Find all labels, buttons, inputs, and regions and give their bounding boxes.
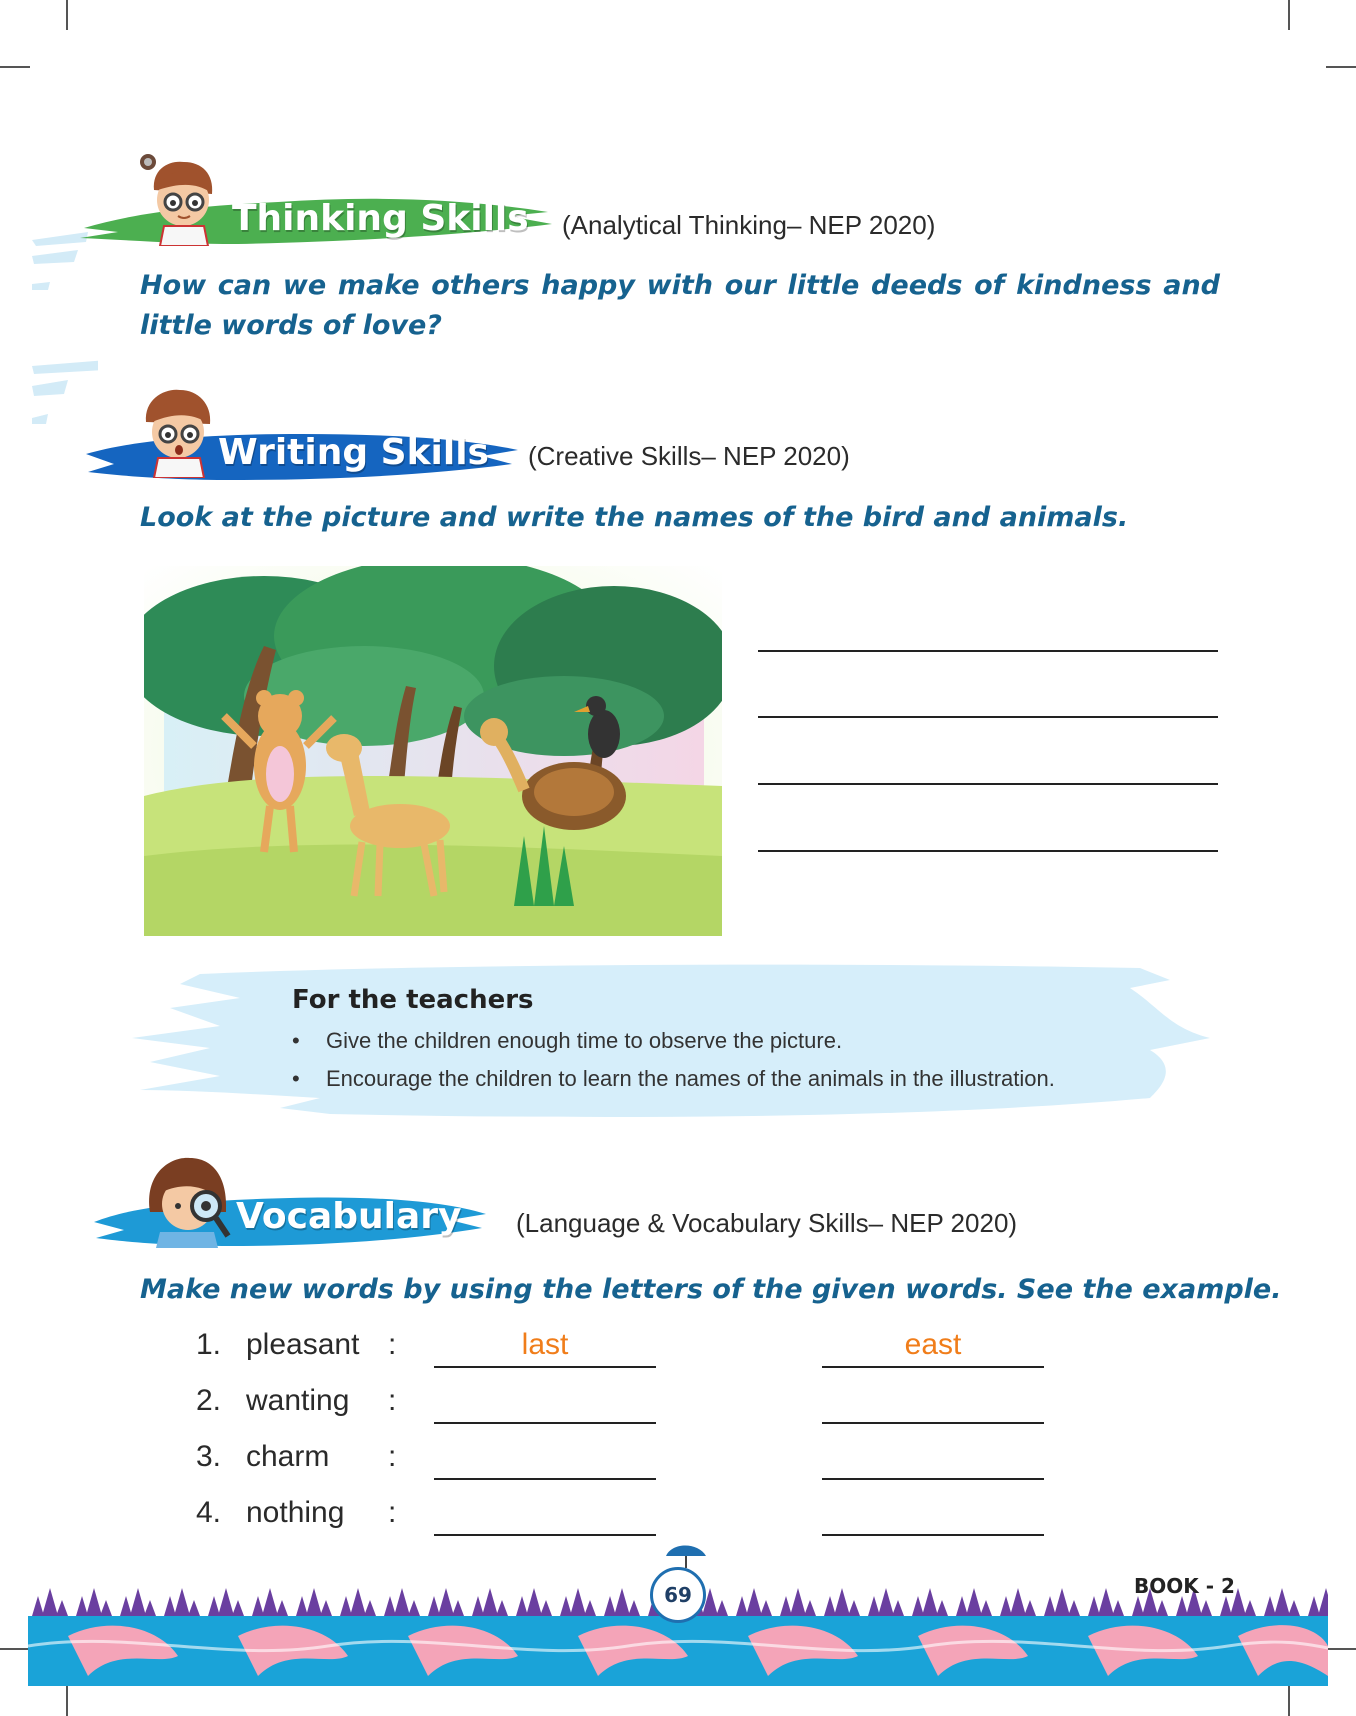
teachers-note-bullet	[292, 1066, 1055, 1092]
answer-blank-2[interactable]	[822, 1422, 1044, 1424]
teachers-note-bullet	[292, 1028, 842, 1054]
magnifier-girl-icon	[142, 1152, 234, 1248]
crop-mark	[1326, 1648, 1356, 1650]
answer-1: last	[521, 1328, 569, 1361]
row-number: 1.	[196, 1328, 222, 1361]
row-number: 3.	[196, 1440, 222, 1473]
given-word: pleasant	[246, 1328, 360, 1361]
vocabulary-row	[196, 1496, 1096, 1540]
given-word: charm	[246, 1440, 330, 1473]
writing-instruction: Look at the picture and write the names of the bird and animals.	[140, 502, 1129, 533]
crop-mark	[0, 1648, 30, 1650]
teachers-note-bullet-text: Give the children enough time to observe the picture.	[326, 1028, 843, 1053]
row-number: 2.	[196, 1384, 222, 1417]
bullet-dot: •	[292, 1028, 300, 1053]
answer-blank-2[interactable]	[822, 1366, 1044, 1368]
teachers-note-heading: For the teachers	[292, 985, 534, 1015]
crop-mark	[1288, 1686, 1290, 1716]
answer-line[interactable]	[758, 716, 1218, 718]
thinking-question: How can we make others happy with our little deeds of kindness and little words of love?	[140, 270, 1220, 341]
vocabulary-row	[196, 1328, 1096, 1372]
given-word: nothing	[246, 1496, 345, 1529]
given-word: wanting	[246, 1384, 350, 1417]
answer-blank-2[interactable]	[822, 1478, 1044, 1480]
answer-blank-1[interactable]	[434, 1478, 656, 1480]
vocabulary-row	[196, 1384, 1096, 1428]
row-colon: :	[388, 1440, 397, 1473]
surprised-boy-icon	[136, 382, 220, 478]
crop-mark	[1326, 66, 1356, 68]
crop-mark	[0, 66, 30, 68]
crop-mark	[1288, 0, 1290, 30]
answer-line[interactable]	[758, 783, 1218, 785]
vocabulary-tag: (Language & Vocabulary Skills– NEP 2020)	[516, 1208, 1018, 1238]
answer-blank-1[interactable]	[434, 1366, 656, 1368]
book-label: BOOK - 2	[1134, 1574, 1235, 1598]
page-number: 69	[650, 1567, 706, 1623]
vocabulary-row	[196, 1440, 1096, 1484]
edge-brush-decoration	[28, 228, 98, 428]
answer-blank-1[interactable]	[434, 1534, 656, 1536]
answer-blank-2[interactable]	[822, 1534, 1044, 1536]
row-number: 4.	[196, 1496, 222, 1529]
answer-line[interactable]	[758, 850, 1218, 852]
teachers-note-bullet-text: Encourage the children to learn the names of the animals in the illustration.	[326, 1066, 1055, 1091]
crop-mark	[66, 1686, 68, 1716]
answer-2: east	[904, 1328, 962, 1361]
crop-mark	[66, 0, 68, 30]
writing-skills-tag: (Creative Skills– NEP 2020)	[528, 441, 850, 471]
answer-line[interactable]	[758, 650, 1218, 652]
forest-animals-illustration	[144, 566, 722, 936]
thinking-boy-icon	[138, 150, 228, 246]
bullet-dot: •	[292, 1066, 300, 1091]
vocabulary-title: Vocabulary	[236, 1196, 462, 1237]
thinking-skills-tag: (Analytical Thinking– NEP 2020)	[562, 210, 936, 240]
umbrella-icon	[664, 1540, 708, 1570]
row-colon: :	[388, 1496, 397, 1529]
answer-blank-1[interactable]	[434, 1422, 656, 1424]
writing-skills-title: Writing Skills	[218, 432, 489, 473]
row-colon: :	[388, 1384, 397, 1417]
vocabulary-instruction: Make new words by using the letters of the given words. See the example.	[140, 1274, 1282, 1305]
row-colon: :	[388, 1328, 397, 1361]
thinking-skills-title: Thinking Skills	[232, 198, 529, 239]
